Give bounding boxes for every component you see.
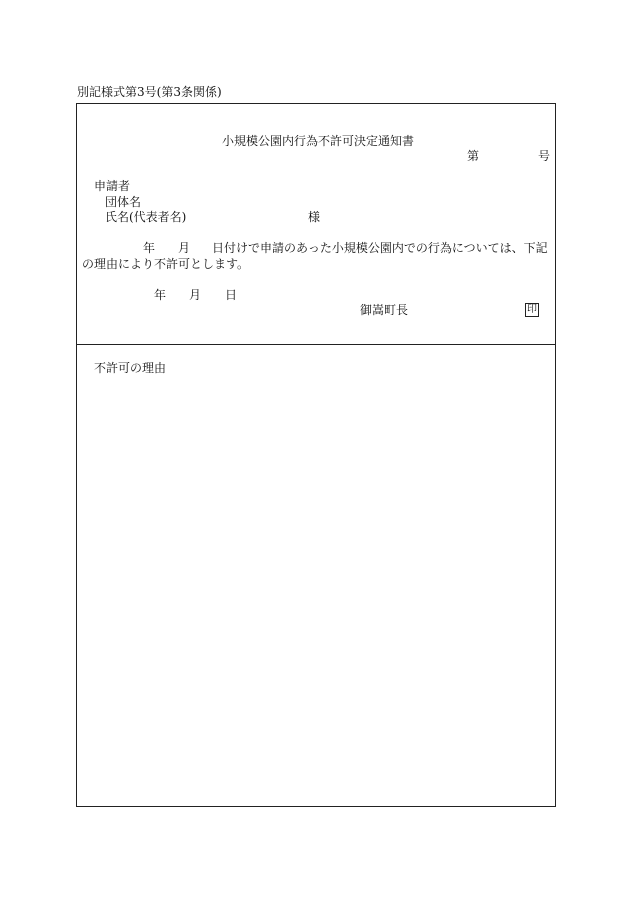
body-date-year: 年 — [143, 241, 156, 255]
seal-mark: 印 — [527, 304, 537, 315]
body-date-month: 月 — [178, 241, 191, 255]
body-text-line-2: の理由により不許可とします。 — [82, 257, 250, 271]
organization-label: 団体名 — [105, 195, 142, 209]
document-title: 小規模公園内行為不許可決定通知書 — [222, 134, 415, 148]
reason-label: 不許可の理由 — [94, 361, 167, 375]
issue-month: 月 — [189, 288, 202, 302]
applicant-label: 申請者 — [94, 179, 131, 193]
honorific-sama: 様 — [308, 210, 321, 224]
issuer-title: 御嵩町長 — [360, 303, 409, 317]
number-prefix: 第 — [467, 149, 480, 163]
notice-form-frame — [76, 103, 556, 807]
issue-day: 日 — [225, 288, 238, 302]
form-reference: 別記様式第3号(第3条関係) — [77, 85, 222, 99]
representative-name-label: 氏名(代表者名) — [105, 210, 187, 224]
section-divider — [76, 344, 556, 345]
number-suffix: 号 — [538, 149, 551, 163]
body-text-line-1: 日付けで申請のあった小規模公園内での行為については、下記 — [212, 241, 548, 255]
issue-year: 年 — [154, 288, 167, 302]
